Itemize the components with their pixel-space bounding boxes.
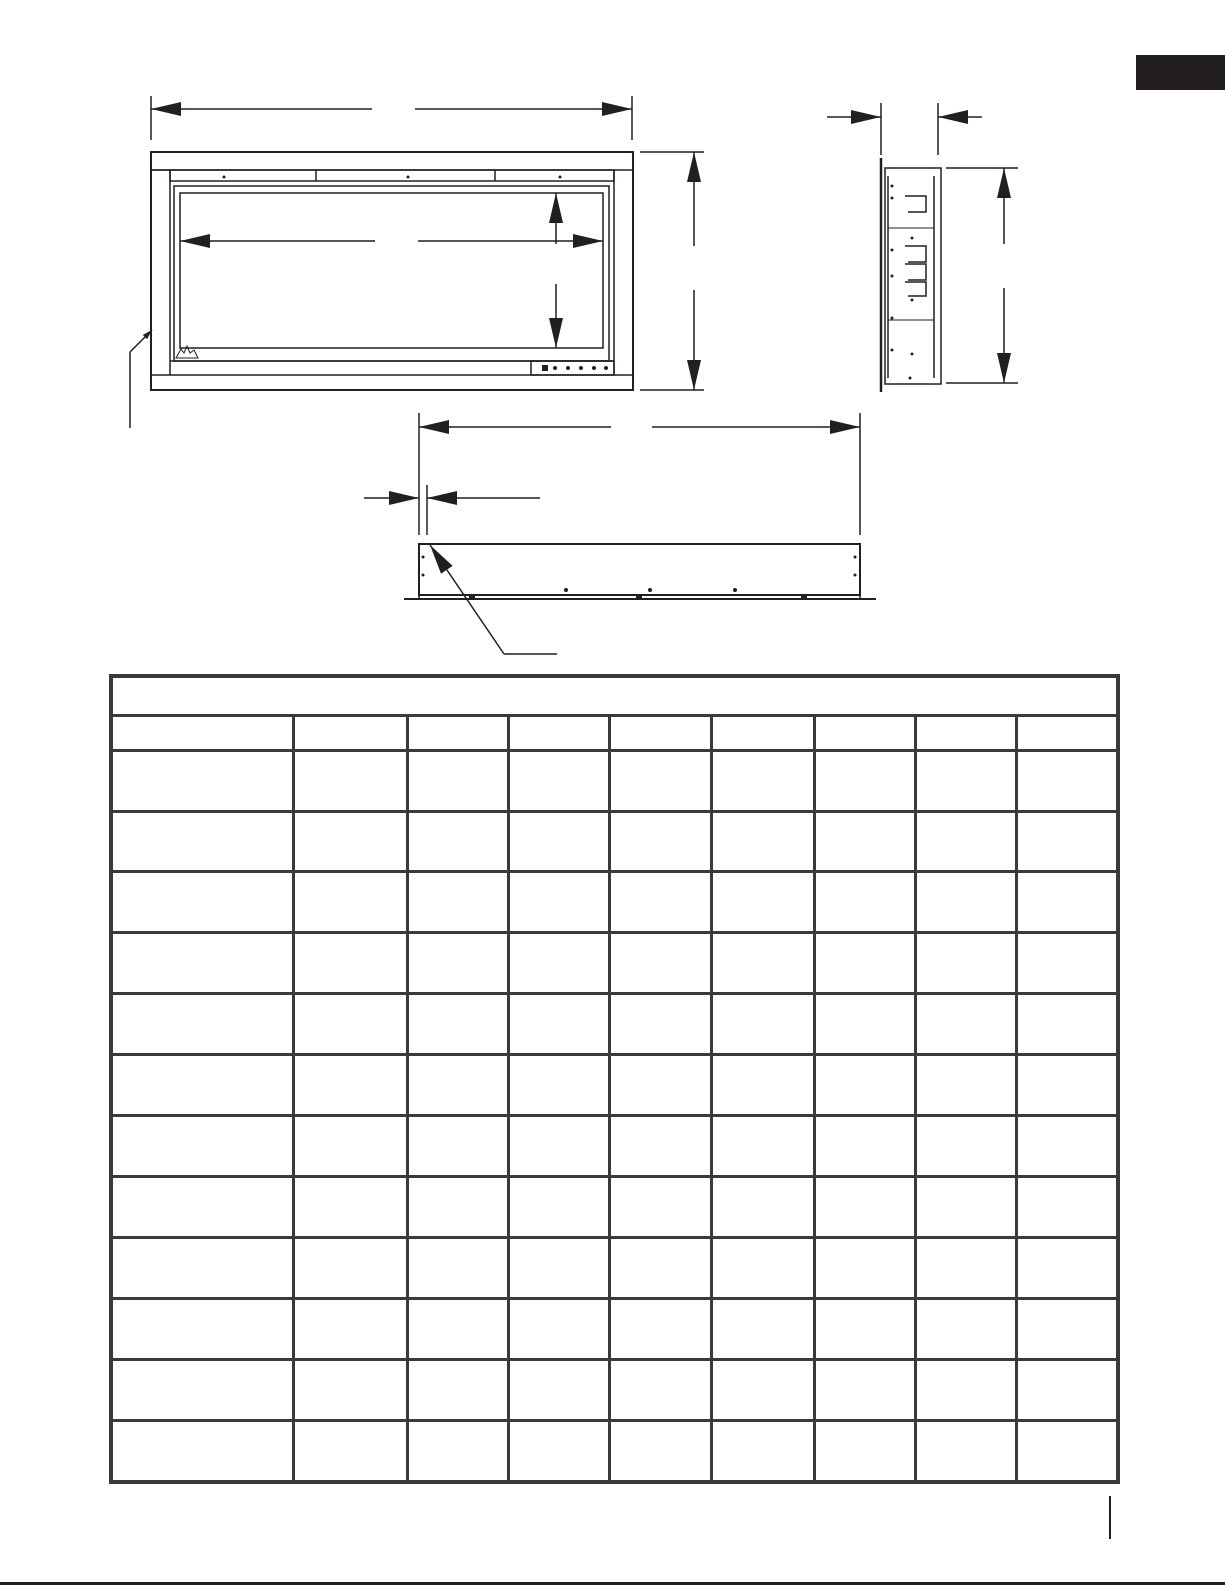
table-cell <box>408 1116 509 1177</box>
table-cell <box>293 811 407 872</box>
table-row <box>111 1238 1118 1299</box>
front-width-dimension <box>151 96 632 140</box>
table-cell <box>711 750 814 811</box>
header-cell <box>711 715 814 750</box>
table-cell <box>509 1359 610 1420</box>
table-cell <box>1017 1177 1118 1238</box>
table-cell <box>509 1055 610 1116</box>
header-cell <box>915 715 1016 750</box>
top-flange-dimension <box>364 485 540 535</box>
table-row <box>111 1420 1118 1482</box>
table-cell <box>814 994 915 1055</box>
table-cell <box>711 1420 814 1482</box>
row-label-cell <box>111 750 293 811</box>
table-cell <box>711 872 814 933</box>
row-label-cell <box>111 1238 293 1299</box>
table-row <box>111 1055 1118 1116</box>
header-cell <box>1017 715 1118 750</box>
table-row <box>111 1177 1118 1238</box>
table-cell <box>293 1177 407 1238</box>
table-cell <box>814 1238 915 1299</box>
row-label-cell <box>111 994 293 1055</box>
table-cell <box>1017 1359 1118 1420</box>
table-cell <box>1017 1055 1118 1116</box>
table-cell <box>711 1238 814 1299</box>
table-row <box>111 811 1118 872</box>
table-cell <box>915 994 1016 1055</box>
table-cell <box>915 1359 1016 1420</box>
table-row <box>111 933 1118 994</box>
table-cell <box>408 1359 509 1420</box>
row-label-cell <box>111 872 293 933</box>
table-cell <box>408 1055 509 1116</box>
table-cell <box>711 1177 814 1238</box>
table-cell <box>1017 1116 1118 1177</box>
table-cell <box>1017 811 1118 872</box>
table-cell <box>711 1116 814 1177</box>
table-cell <box>293 1238 407 1299</box>
header-cell <box>610 715 711 750</box>
row-label-cell <box>111 1420 293 1482</box>
side-height-dimension <box>946 168 1018 383</box>
language-tab <box>1136 55 1225 90</box>
table-cell <box>293 933 407 994</box>
table-cell <box>711 1359 814 1420</box>
header-cell <box>111 715 293 750</box>
table-cell <box>814 872 915 933</box>
table-cell <box>711 811 814 872</box>
table-cell <box>610 1420 711 1482</box>
table-cell <box>915 1238 1016 1299</box>
control-button-icon <box>542 365 608 371</box>
table-header-row <box>111 715 1118 750</box>
table-cell <box>408 1177 509 1238</box>
table-cell <box>509 933 610 994</box>
dimension-drawing <box>0 0 1225 665</box>
header-cell <box>814 715 915 750</box>
header-cell <box>293 715 407 750</box>
table-cell <box>711 1299 814 1360</box>
table-cell <box>509 811 610 872</box>
table-cell <box>915 1177 1016 1238</box>
table-cell <box>293 994 407 1055</box>
table-cell <box>1017 994 1118 1055</box>
table-cell <box>915 750 1016 811</box>
table-cell <box>293 1055 407 1116</box>
table-cell <box>814 1420 915 1482</box>
table-row <box>111 994 1118 1055</box>
table-cell <box>711 1055 814 1116</box>
table-cell <box>408 994 509 1055</box>
header-cell <box>509 715 610 750</box>
table-cell <box>814 933 915 994</box>
table-cell <box>408 750 509 811</box>
table-title-cell <box>111 676 1118 715</box>
table-cell <box>1017 872 1118 933</box>
table-cell <box>610 1055 711 1116</box>
table-cell <box>610 811 711 872</box>
table-cell <box>610 750 711 811</box>
front-leader-arrow <box>130 330 152 428</box>
table-cell <box>711 933 814 994</box>
side-depth-dimension <box>827 103 982 155</box>
row-label-cell <box>111 1299 293 1360</box>
table-cell <box>814 1359 915 1420</box>
row-label-cell <box>111 811 293 872</box>
table-cell <box>293 750 407 811</box>
side-view <box>827 103 1018 392</box>
table-cell <box>509 1299 610 1360</box>
table-cell <box>814 1116 915 1177</box>
table-cell <box>509 1116 610 1177</box>
row-label-cell <box>111 1116 293 1177</box>
front-height-dimension <box>640 152 704 390</box>
table-cell <box>293 1420 407 1482</box>
table-cell <box>915 811 1016 872</box>
table-row <box>111 1359 1118 1420</box>
table-cell <box>610 1177 711 1238</box>
table-cell <box>814 1055 915 1116</box>
table-row <box>111 1116 1118 1177</box>
table-row <box>111 750 1118 811</box>
table-cell <box>915 933 1016 994</box>
table-cell <box>1017 750 1118 811</box>
table-cell <box>915 1116 1016 1177</box>
table-cell <box>293 1359 407 1420</box>
table-cell <box>610 1299 711 1360</box>
table-cell <box>1017 1238 1118 1299</box>
table-row <box>111 872 1118 933</box>
table-cell <box>610 872 711 933</box>
row-label-cell <box>111 933 293 994</box>
table-cell <box>915 872 1016 933</box>
table-cell <box>610 994 711 1055</box>
table-cell <box>610 1238 711 1299</box>
table-title-row <box>111 676 1118 715</box>
table-cell <box>1017 1299 1118 1360</box>
table-cell <box>509 1177 610 1238</box>
front-view <box>130 96 704 428</box>
table-cell <box>915 1055 1016 1116</box>
table-cell <box>509 872 610 933</box>
table-cell <box>814 811 915 872</box>
table-cell <box>408 811 509 872</box>
table-cell <box>509 1420 610 1482</box>
table-cell <box>814 1177 915 1238</box>
table-cell <box>610 1116 711 1177</box>
table-row <box>111 1299 1118 1360</box>
table-cell <box>1017 1420 1118 1482</box>
table-cell <box>1017 933 1118 994</box>
table-cell <box>293 1299 407 1360</box>
page-number-rule <box>1109 1496 1111 1539</box>
table-cell <box>509 994 610 1055</box>
table-cell <box>408 872 509 933</box>
table-cell <box>915 1299 1016 1360</box>
table-cell <box>711 994 814 1055</box>
table-cell <box>814 1299 915 1360</box>
table-cell <box>293 872 407 933</box>
table-cell <box>408 1238 509 1299</box>
table-cell <box>408 1420 509 1482</box>
table-cell <box>408 933 509 994</box>
table-cell <box>610 1359 711 1420</box>
table-cell <box>293 1116 407 1177</box>
top-view <box>364 413 876 654</box>
row-label-cell <box>111 1177 293 1238</box>
table-cell <box>509 750 610 811</box>
table-cell <box>915 1420 1016 1482</box>
table-cell <box>610 933 711 994</box>
table-cell <box>509 1238 610 1299</box>
header-cell <box>408 715 509 750</box>
row-label-cell <box>111 1359 293 1420</box>
table-cell <box>408 1299 509 1360</box>
dimensions-table <box>109 674 1120 1484</box>
top-width-dimension <box>419 413 860 535</box>
row-label-cell <box>111 1055 293 1116</box>
table-cell <box>814 750 915 811</box>
